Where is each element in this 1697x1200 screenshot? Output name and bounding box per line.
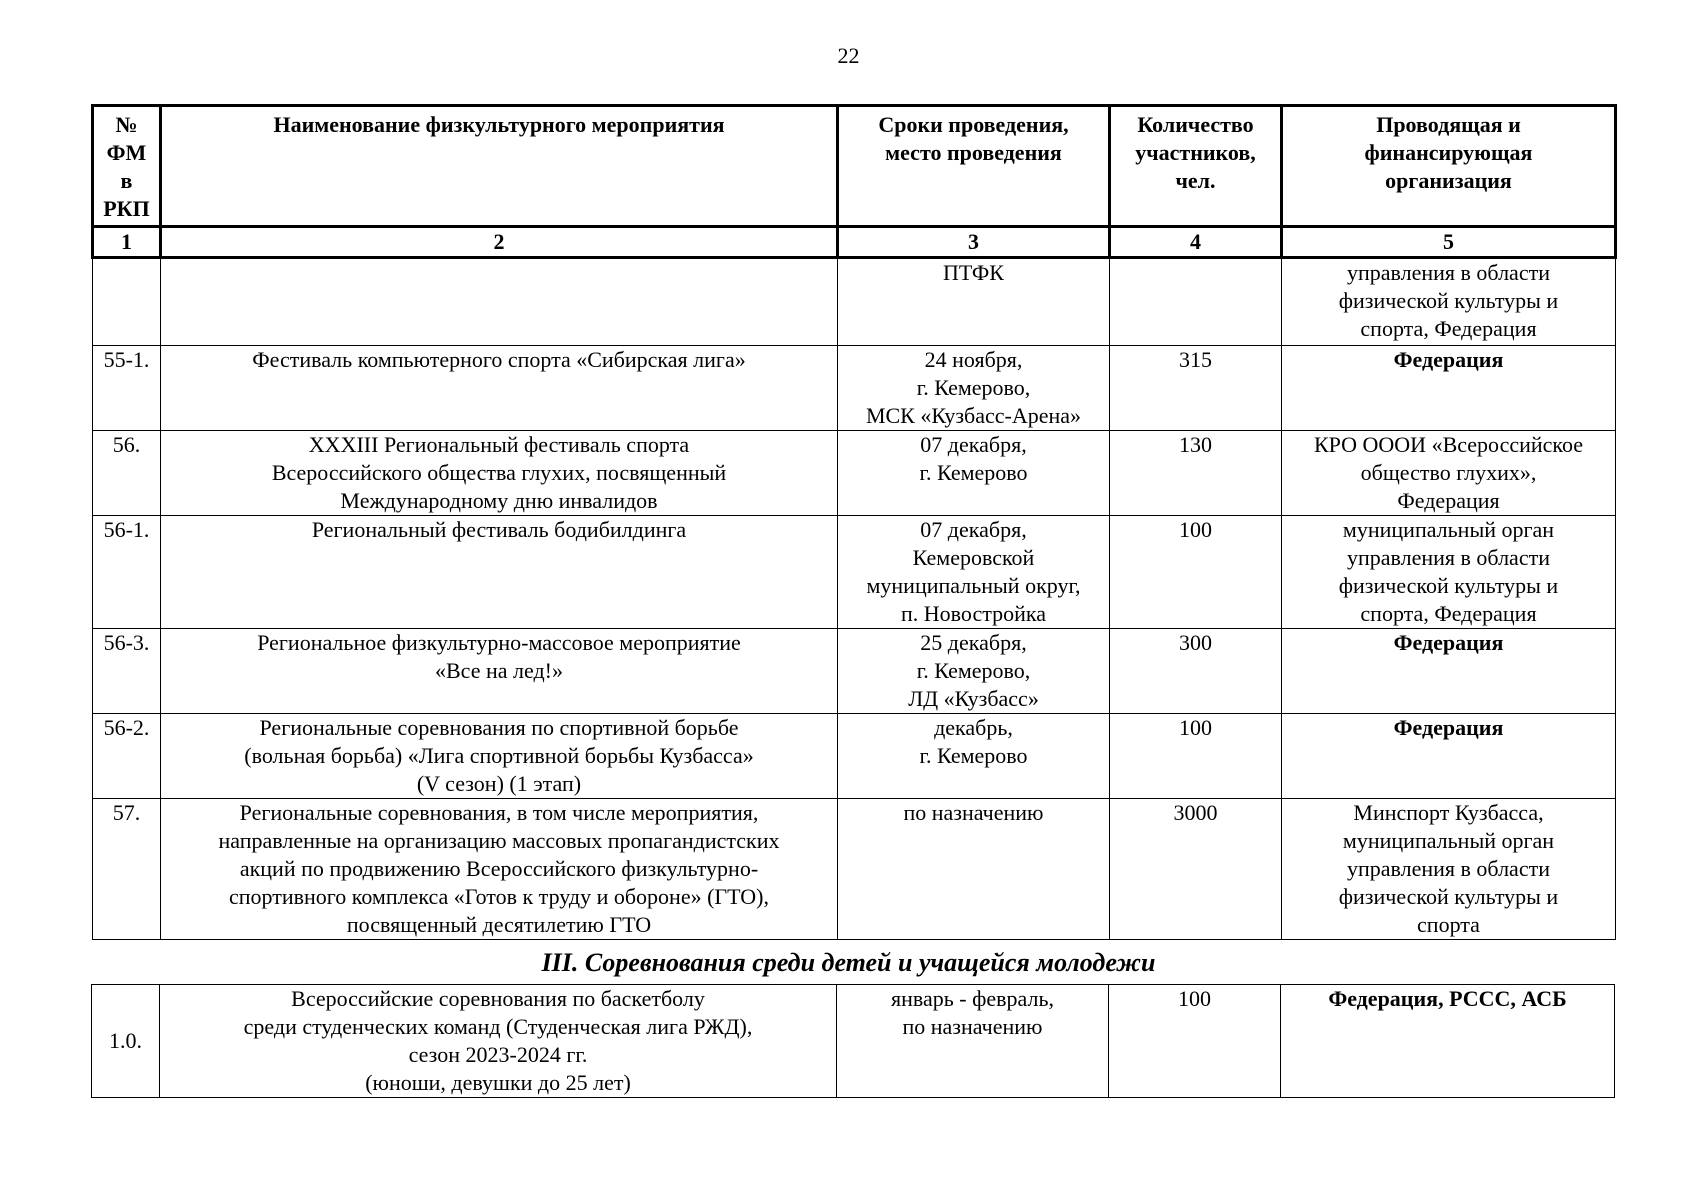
row-number: 57. [93, 799, 161, 940]
organizer: Федерация, РССС, АСБ [1281, 985, 1615, 1098]
section-heading: III. Соревнования среди детей и учащейся молодежи [541, 948, 1156, 977]
participant-count: 315 [1110, 346, 1282, 431]
participant-count [1110, 258, 1282, 346]
row-number: 56. [93, 431, 161, 516]
event-dates: 24 ноября, г. Кемерово, МСК «Кузбасс-Арена» [838, 346, 1110, 431]
event-name: Региональные соревнования по спортивной борьбе (вольная борьба) «Лига спортивной борьбы Кузбасса» (V сезон) (1 этап) [161, 714, 838, 799]
row-number: 55-1. [93, 346, 161, 431]
event-dates: 25 декабря, г. Кемерово, ЛД «Кузбасс» [838, 629, 1110, 714]
participant-count: 300 [1110, 629, 1282, 714]
table-row [93, 346, 1616, 431]
participant-count: 100 [1110, 714, 1282, 799]
organizer: управления в области физической культуры и спорта, Федерация [1282, 258, 1616, 346]
event-name: Фестиваль компьютерного спорта «Сибирская лига» [161, 346, 838, 431]
table-row [93, 258, 1616, 346]
event-name: Региональный фестиваль бодибилдинга [161, 516, 838, 629]
table-row [93, 629, 1616, 714]
event-dates: 07 декабря, г. Кемерово [838, 431, 1110, 516]
events-table [91, 104, 1617, 940]
organizer: Федерация [1282, 629, 1616, 714]
participant-count: 100 [1110, 516, 1282, 629]
event-name: Региональные соревнования, в том числе мероприятия, направленные на организацию массовых пропагандистских акций по продвижению Всероссийского физкультурно- спортивного комплекса «Готов к труду и обороне» (ГТО), посвященный десятилетию ГТО [161, 799, 838, 940]
page-number: 22 [837, 43, 860, 68]
column-number-5: 5 [1282, 227, 1616, 258]
organizer: КРО ОООИ «Всероссийское общество глухих», Федерация [1282, 431, 1616, 516]
table-row [93, 516, 1616, 629]
column-number-4: 4 [1110, 227, 1282, 258]
event-name: Всероссийские соревнования по баскетболу среди студенческих команд (Студенческая лига РЖД), сезон 2023-2024 гг. (юноши, девушки до 25 лет) [160, 985, 837, 1098]
table-row [92, 985, 1615, 1098]
event-name: Региональное физкультурно-массовое мероприятие «Все на лед!» [161, 629, 838, 714]
row-number: 1.0. [92, 985, 160, 1098]
column-number-2: 2 [161, 227, 838, 258]
participant-count: 100 [1109, 985, 1281, 1098]
event-dates: ПТФК [838, 258, 1110, 346]
header-dates-location: Сроки проведения, место проведения [838, 106, 1110, 227]
event-dates: декабрь, г. Кемерово [838, 714, 1110, 799]
table-row [93, 714, 1616, 799]
table-row [93, 431, 1616, 516]
column-number-3: 3 [838, 227, 1110, 258]
event-name: XXXIII Региональный фестиваль спорта Всероссийского общества глухих, посвященный Международному дню инвалидов [161, 431, 838, 516]
section3-table [91, 984, 1615, 1098]
event-dates: по назначению [838, 799, 1110, 940]
column-number-1: 1 [93, 227, 161, 258]
event-dates: январь - февраль, по назначению [837, 985, 1109, 1098]
row-number: 56-1. [93, 516, 161, 629]
organizer: Федерация [1282, 714, 1616, 799]
row-number: 56-2. [93, 714, 161, 799]
header-organization: Проводящая и финансирующая организация [1282, 106, 1616, 227]
participant-count: 130 [1110, 431, 1282, 516]
event-dates: 07 декабря, Кемеровской муниципальный округ, п. Новостройка [838, 516, 1110, 629]
organizer: Минспорт Кузбасса, муниципальный орган управления в области физической культуры и спорта [1282, 799, 1616, 940]
table-row [93, 799, 1616, 940]
header-number: № ФМ в РКП [93, 106, 161, 227]
organizer: Федерация [1282, 346, 1616, 431]
row-number: 56-3. [93, 629, 161, 714]
header-event-name: Наименование физкультурного мероприятия [161, 106, 838, 227]
organizer: муниципальный орган управления в области физической культуры и спорта, Федерация [1282, 516, 1616, 629]
row-number [93, 258, 161, 346]
participant-count: 3000 [1110, 799, 1282, 940]
header-participants: Количество участников, чел. [1110, 106, 1282, 227]
event-name [161, 258, 838, 346]
